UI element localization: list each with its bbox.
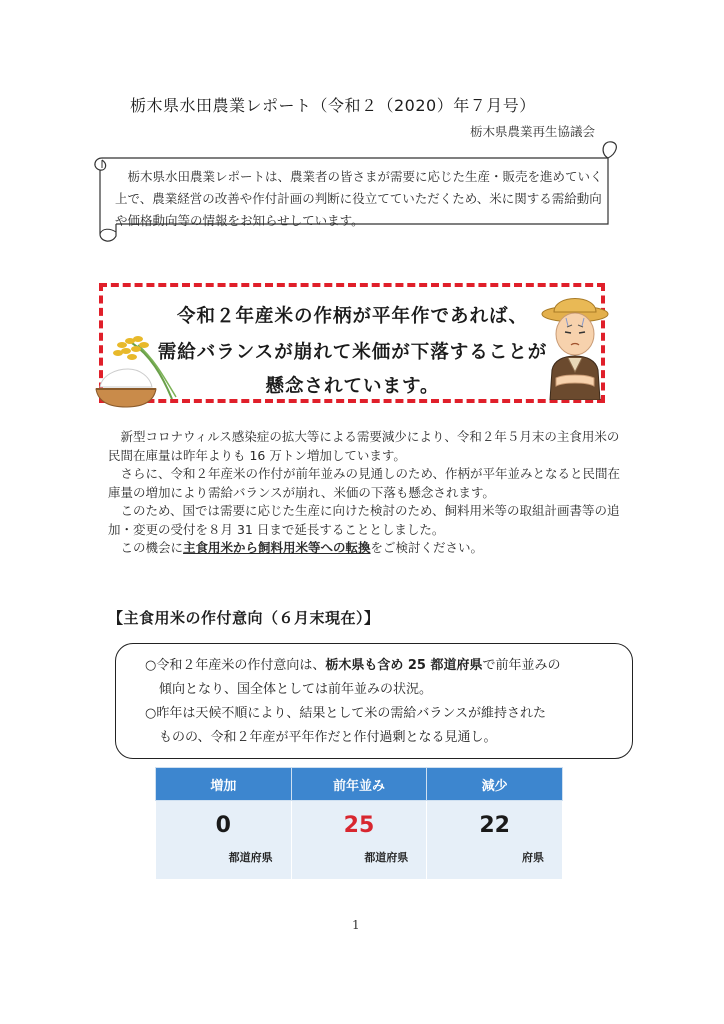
bullet-1-cont: 傾向となり、国全体としては前年並みの状況。 [159, 682, 433, 697]
rice-bowl-illustration [92, 335, 184, 411]
prefecture-count-table [155, 767, 563, 880]
bullet-1 [145, 654, 615, 702]
body-p4-post: をご検討ください。 [370, 540, 484, 555]
headline-line-1: 令和２年産米の作柄が平年作であれば、 [176, 306, 528, 327]
cell-same [291, 801, 427, 880]
unit-same: 都道府県 [364, 851, 409, 864]
unit-decrease: 府県 [522, 851, 544, 864]
table-row [156, 801, 563, 880]
organization-name: 栃木県農業再生協議会 [470, 124, 596, 139]
conversion-emphasis: 主食用米から飼料用米等への転換 [183, 540, 371, 555]
body-p1: 新型コロナウィルス感染症の拡大等による需要減少により、令和２年５月末の主食用米の民間在庫量は昨年よりも 16 万トン増加しています。 [108, 429, 620, 463]
cell-increase [156, 801, 292, 880]
header-decrease: 減少 [427, 768, 563, 801]
bullet-2-cont: ものの、令和２年産が平年作だと作付過剰となる見通し。 [159, 730, 497, 745]
headline-line-2: 需給バランスが崩れて米価が下落することが [157, 342, 548, 363]
body-p3: このため、国では需要に応じた生産に向けた検討のため、飼料用米等の取組計画書等の追加・変更の受付を８月 31 日まで延長することとしました。 [108, 503, 620, 537]
bullet-1-bold: 栃木県も含め 25 都道府県 [325, 658, 483, 673]
section-heading: 【主食用米の作付意向（６月末現在）】 [108, 609, 380, 627]
body-p2: さらに、令和２年産米の作付が前年並みの見通しのため、作柄が平年並みとなると民間在庫量の増加により需給バランスが崩れ、米価の下落も懸念されます。 [108, 466, 621, 500]
header-same: 前年並み [291, 768, 427, 801]
value-same: 25 [343, 813, 375, 838]
body-paragraph [108, 428, 628, 558]
bullet-1-post: で前年並みの [482, 658, 561, 673]
worried-farmer-illustration [540, 288, 610, 400]
bullet-2-text: ○昨年は天候不順により、結果として米の需給バランスが維持された [145, 706, 546, 721]
unit-increase: 都道府県 [228, 851, 273, 864]
header-increase: 増加 [156, 768, 292, 801]
cell-decrease [427, 801, 563, 880]
table-header-row [156, 768, 563, 801]
bullet-1-pre: ○令和２年産米の作付意向は、 [145, 658, 326, 673]
value-decrease: 22 [479, 813, 510, 838]
page-number: 1 [352, 918, 360, 932]
intro-text: 栃木県水田農業レポートは、農業者の皆さまが需要に応じた生産・販売を進めていく上で、農業経営の改善や作付計画の判断に役立てていただくため、米に関する需給動向や価格動向等の情報をお知らせしています。 [115, 169, 603, 228]
body-p4-pre: この機会に [120, 540, 184, 555]
bullet-2 [145, 702, 615, 750]
headline-line-3: 懸念されています。 [265, 376, 440, 397]
body-p4 [108, 539, 628, 558]
value-increase: 0 [215, 813, 231, 838]
page-title: 栃木県水田農業レポート（令和２（2020）年７月号） [130, 96, 536, 115]
